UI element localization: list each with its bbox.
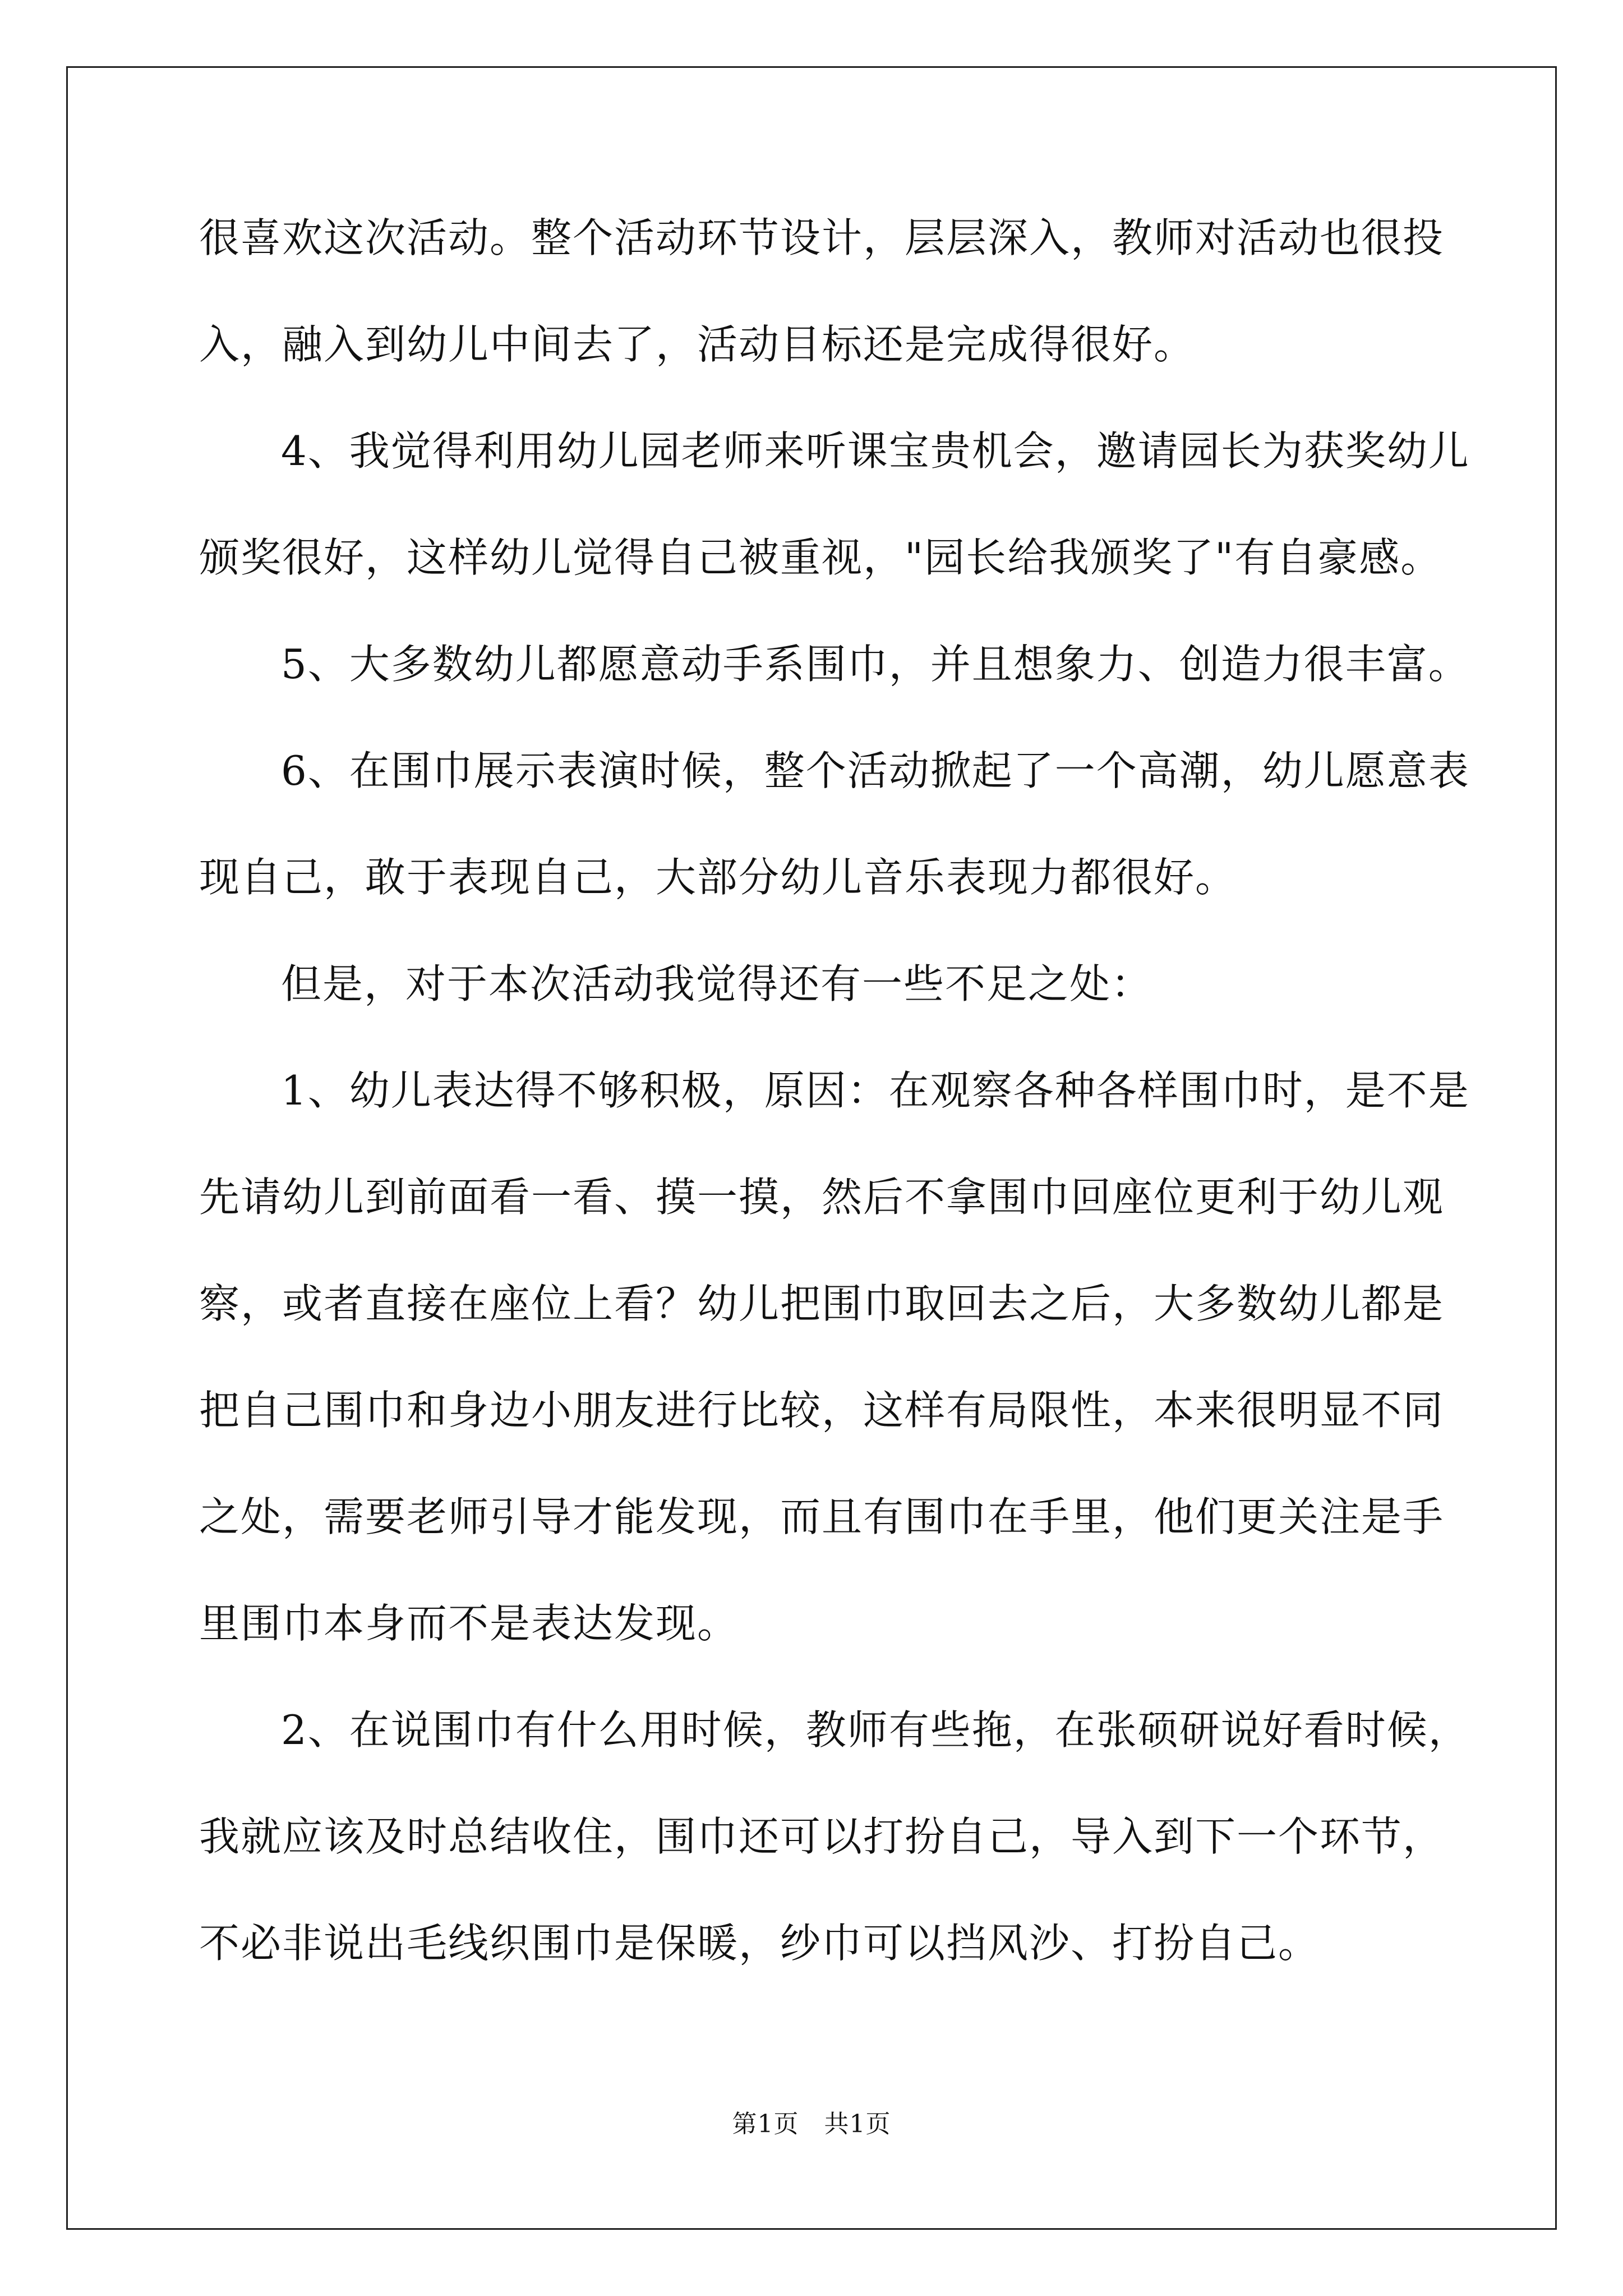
text-line: 把自己围巾和身边小朋友进行比较，这样有局限性，本来很明显不同: [199, 1387, 1445, 1434]
text-line: 不必非说出毛线织围巾是保暖，纱巾可以挡风沙、打扮自己。: [199, 1920, 1320, 1967]
text-line: 里围巾本身而不是表达发现。: [199, 1600, 739, 1647]
text-line: 之处，需要老师引导才能发现，而且有围巾在手里，他们更关注是手: [199, 1493, 1445, 1540]
text-line: 5、大多数幼儿都愿意动手系围巾，并且想象力、创造力很丰富。: [281, 641, 1470, 688]
document-body: [199, 211, 1470, 2023]
text-line: 6、在围巾展示表演时候，整个活动掀起了一个高潮，幼儿愿意表: [281, 747, 1470, 794]
text-line: 4、我觉得利用幼儿园老师来听课宝贵机会，邀请园长为获奖幼儿: [281, 427, 1470, 475]
text-line: 但是，对于本次活动我觉得还有一些不足之处：: [281, 960, 1153, 1007]
text-line: 颁奖很好，这样幼儿觉得自己被重视，"园长给我颁奖了"有自豪感。: [199, 534, 1442, 581]
text-line: 我就应该及时总结收住，围巾还可以打扮自己，导入到下一个环节，: [199, 1813, 1445, 1860]
text-line: 现自己，敢于表现自己，大部分幼儿音乐表现力都很好。: [199, 854, 1237, 901]
text-line: 2、在说围巾有什么用时候，教师有些拖，在张硕研说好看时候，: [281, 1706, 1470, 1754]
text-line: 入，融入到幼儿中间去了，活动目标还是完成得很好。: [199, 321, 1196, 368]
page-footer: 第1页 共1页: [732, 2110, 891, 2138]
text-line: 察，或者直接在座位上看？幼儿把围巾取回去之后，大多数幼儿都是: [199, 1280, 1445, 1327]
text-line: 1、幼儿表达得不够积极，原因：在观察各种各样围巾时，是不是: [281, 1067, 1470, 1114]
text-line: 很喜欢这次活动。整个活动环节设计，层层深入，教师对活动也很投: [199, 214, 1445, 261]
text-line: 先请幼儿到前面看一看、摸一摸，然后不拿围巾回座位更利于幼儿观: [199, 1174, 1445, 1221]
